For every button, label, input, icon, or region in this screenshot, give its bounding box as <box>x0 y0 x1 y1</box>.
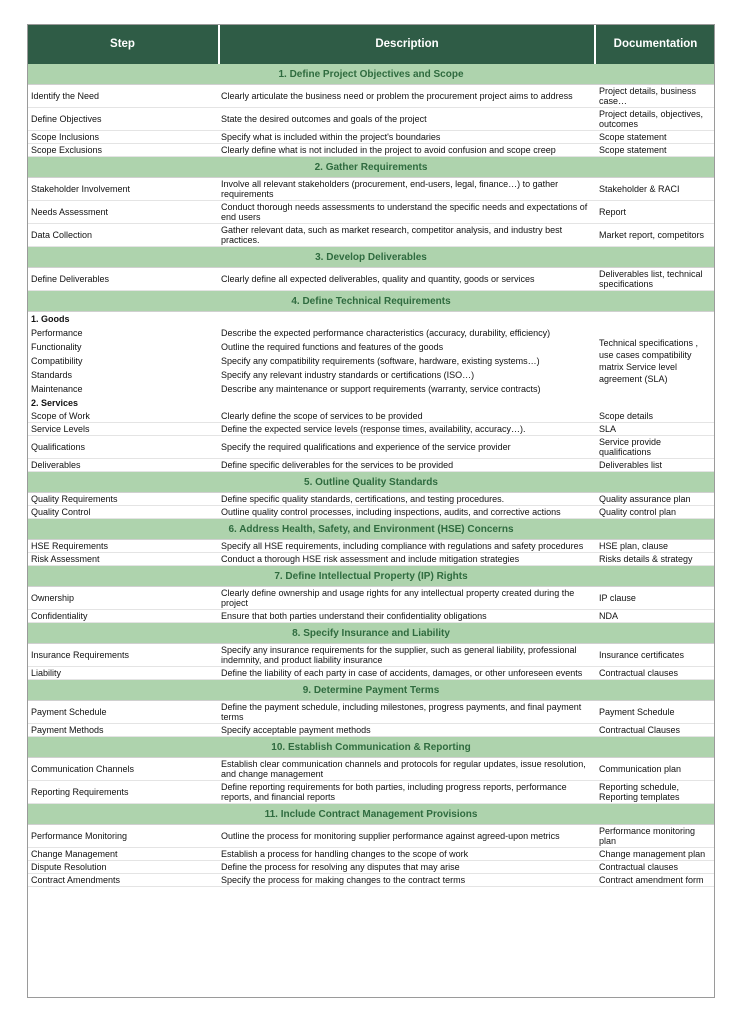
step-cell: Contract Amendments <box>27 874 219 887</box>
documentation-cell: Service provide qualifications <box>595 436 715 459</box>
step-cell: Qualifications <box>27 436 219 459</box>
section-heading: 1. Define Project Objectives and Scope <box>27 64 715 85</box>
services-subheading-row <box>27 396 715 410</box>
table-row <box>27 131 715 144</box>
table-row <box>27 85 715 108</box>
documentation-cell: Scope statement <box>595 144 715 157</box>
documentation-cell: Performance monitoring plan <box>595 825 715 848</box>
step-cell: Change Management <box>27 848 219 861</box>
section-heading: 8. Specify Insurance and Liability <box>27 623 715 644</box>
table-row <box>27 224 715 247</box>
section-heading: 11. Include Contract Management Provisions <box>27 804 715 825</box>
step-cell: Risk Assessment <box>27 553 219 566</box>
description-cell: Clearly define what is not included in the project to avoid confusion and scope creep <box>219 144 595 157</box>
description-cell: Define specific quality standards, certifications, and testing procedures. <box>219 493 595 506</box>
section-heading: 9. Determine Payment Terms <box>27 680 715 701</box>
section-heading: 7. Define Intellectual Property (IP) Rights <box>27 566 715 587</box>
description-cell: Specify the process for making changes to the contract terms <box>219 874 595 887</box>
description-cell: Define the liability of each party in case of accidents, damages, or other unforeseen events <box>219 667 595 680</box>
step-cell: Communication Channels <box>27 758 219 781</box>
description-cell: Outline the required functions and features of the goods <box>221 342 444 352</box>
table-row <box>27 540 715 553</box>
procurement-table-container <box>27 24 715 887</box>
description-cell: Specify any relevant industry standards or certifications (ISO…) <box>221 370 475 380</box>
table-row <box>27 610 715 623</box>
documentation-cell: Change management plan <box>595 848 715 861</box>
description-cell: Specify acceptable payment methods <box>219 724 595 737</box>
documentation-cell: HSE plan, clause <box>595 540 715 553</box>
documentation-cell: Payment Schedule <box>595 701 715 724</box>
table-row <box>27 201 715 224</box>
description-cell: Specify any compatibility requirements (software, hardware, existing systems…) <box>221 356 540 366</box>
description-cell: Describe any maintenance or support requirements (warranty, service contracts) <box>221 384 541 394</box>
documentation-cell: Contractual clauses <box>595 667 715 680</box>
documentation-cell: Communication plan <box>595 758 715 781</box>
step-cell: Scope Inclusions <box>27 131 219 144</box>
table-row <box>27 701 715 724</box>
step-cell: Dispute Resolution <box>27 861 219 874</box>
step-cell: Functionality <box>31 342 82 352</box>
goods-documentation-cell: Technical specifications , use cases compatibility matrix Service level agreement (SLA) <box>599 338 699 384</box>
description-cell: Define specific deliverables for the services to be provided <box>219 459 595 472</box>
table-row <box>27 874 715 887</box>
documentation-cell: Market report, competitors <box>595 224 715 247</box>
step-cell: Performance Monitoring <box>27 825 219 848</box>
table-row <box>27 587 715 610</box>
description-cell: Clearly define all expected deliverables, quality and quantity, goods or services <box>219 268 595 291</box>
step-cell: Data Collection <box>27 224 219 247</box>
table-row <box>27 781 715 804</box>
documentation-cell: Project details, business case… <box>595 85 715 108</box>
step-cell: Confidentiality <box>27 610 219 623</box>
description-cell: Involve all relevant stakeholders (procurement, end-users, legal, finance…) to gather requirements <box>219 178 595 201</box>
description-cell: Describe the expected performance characteristics (accuracy, durability, efficiency) <box>221 328 551 338</box>
documentation-cell: Deliverables list, technical specifications <box>595 268 715 291</box>
description-cell: State the desired outcomes and goals of the project <box>219 108 595 131</box>
step-cell: Needs Assessment <box>27 201 219 224</box>
documentation-cell: IP clause <box>595 587 715 610</box>
step-cell: Ownership <box>27 587 219 610</box>
description-cell: Conduct thorough needs assessments to understand the specific needs and expectations of end users <box>219 201 595 224</box>
section-heading: 2. Gather Requirements <box>27 157 715 178</box>
section-heading: 6. Address Health, Safety, and Environment (HSE) Concerns <box>27 519 715 540</box>
table-row <box>27 724 715 737</box>
table-row <box>27 553 715 566</box>
step-cell: Liability <box>27 667 219 680</box>
table-row <box>27 493 715 506</box>
description-cell: Clearly define ownership and usage rights for any intellectual property created during the project <box>219 587 595 610</box>
table-row <box>27 410 715 423</box>
header-description: Description <box>219 24 595 64</box>
description-cell: Specify what is included within the project's boundaries <box>219 131 595 144</box>
description-cell: Establish a process for handling changes to the scope of work <box>219 848 595 861</box>
table-row <box>27 144 715 157</box>
step-cell: Insurance Requirements <box>27 644 219 667</box>
step-cell: Scope of Work <box>27 410 219 423</box>
services-subheading: 2. Services <box>31 398 79 408</box>
table-row <box>27 825 715 848</box>
step-cell: Define Deliverables <box>27 268 219 291</box>
table-row <box>27 506 715 519</box>
step-cell: Define Objectives <box>27 108 219 131</box>
step-cell: Compatibility <box>31 356 83 366</box>
description-cell: Define reporting requirements for both parties, including progress reports, performance reports, and financial reports <box>219 781 595 804</box>
documentation-cell: Deliverables list <box>595 459 715 472</box>
procurement-requirements-table <box>27 24 715 887</box>
goods-subheading-row <box>27 312 715 327</box>
step-cell: Payment Schedule <box>27 701 219 724</box>
section-heading: 4. Define Technical Requirements <box>27 291 715 312</box>
table-row <box>27 459 715 472</box>
documentation-cell: NDA <box>595 610 715 623</box>
table-row <box>27 667 715 680</box>
table-row <box>27 644 715 667</box>
step-cell: Standards <box>31 370 73 380</box>
description-cell: Specify all HSE requirements, including compliance with regulations and safety procedures <box>219 540 595 553</box>
step-cell: Payment Methods <box>27 724 219 737</box>
documentation-cell: Scope details <box>595 410 715 423</box>
description-cell: Establish clear communication channels and protocols for regular updates, issue resolution, and change management <box>219 758 595 781</box>
step-cell: Quality Requirements <box>27 493 219 506</box>
description-cell: Define the expected service levels (response times, availability, accuracy…). <box>219 423 595 436</box>
step-cell: Maintenance <box>31 384 83 394</box>
goods-subheading: 1. Goods <box>31 314 70 324</box>
header-step: Step <box>27 24 219 64</box>
step-cell: Scope Exclusions <box>27 144 219 157</box>
table-row <box>27 861 715 874</box>
description-cell: Ensure that both parties understand their confidentiality obligations <box>219 610 595 623</box>
table-row <box>27 326 715 340</box>
description-cell: Outline quality control processes, including inspections, audits, and corrective actions <box>219 506 595 519</box>
documentation-cell: Contractual Clauses <box>595 724 715 737</box>
documentation-cell: Report <box>595 201 715 224</box>
step-cell: Deliverables <box>27 459 219 472</box>
table-row <box>27 108 715 131</box>
description-cell: Clearly define the scope of services to be provided <box>219 410 595 423</box>
step-cell: Identify the Need <box>27 85 219 108</box>
description-cell: Gather relevant data, such as market research, competitor analysis, and industry best practices. <box>219 224 595 247</box>
documentation-cell: Scope statement <box>595 131 715 144</box>
documentation-cell: SLA <box>595 423 715 436</box>
description-cell: Define the process for resolving any disputes that may arise <box>219 861 595 874</box>
header-row <box>27 24 715 64</box>
documentation-cell: Reporting schedule, Reporting templates <box>595 781 715 804</box>
description-cell: Outline the process for monitoring supplier performance against agreed-upon metrics <box>219 825 595 848</box>
documentation-cell: Insurance certificates <box>595 644 715 667</box>
description-cell: Specify any insurance requirements for the supplier, such as general liability, professional indemnity, and product liability insurance <box>219 644 595 667</box>
documentation-cell: Contract amendment form <box>595 874 715 887</box>
section-heading: 5. Outline Quality Standards <box>27 472 715 493</box>
table-row <box>27 758 715 781</box>
header-documentation: Documentation <box>595 24 715 64</box>
documentation-cell: Quality assurance plan <box>595 493 715 506</box>
step-cell: Stakeholder Involvement <box>27 178 219 201</box>
step-cell: HSE Requirements <box>27 540 219 553</box>
step-cell: Quality Control <box>27 506 219 519</box>
table-row <box>27 268 715 291</box>
step-cell: Performance <box>31 328 83 338</box>
documentation-cell: Stakeholder & RACI <box>595 178 715 201</box>
documentation-cell: Quality control plan <box>595 506 715 519</box>
step-cell: Service Levels <box>27 423 219 436</box>
table-row <box>27 436 715 459</box>
description-cell: Specify the required qualifications and experience of the service provider <box>219 436 595 459</box>
table-row <box>27 848 715 861</box>
description-cell: Conduct a thorough HSE risk assessment and include mitigation strategies <box>219 553 595 566</box>
table-row <box>27 178 715 201</box>
section-heading: 10. Establish Communication & Reporting <box>27 737 715 758</box>
description-cell: Define the payment schedule, including milestones, progress payments, and final payment terms <box>219 701 595 724</box>
step-cell: Reporting Requirements <box>27 781 219 804</box>
documentation-cell: Risks details & strategy <box>595 553 715 566</box>
description-cell: Clearly articulate the business need or problem the procurement project aims to address <box>219 85 595 108</box>
section-heading: 3. Develop Deliverables <box>27 247 715 268</box>
documentation-cell: Project details, objectives, outcomes <box>595 108 715 131</box>
table-row <box>27 423 715 436</box>
documentation-cell: Contractual clauses <box>595 861 715 874</box>
